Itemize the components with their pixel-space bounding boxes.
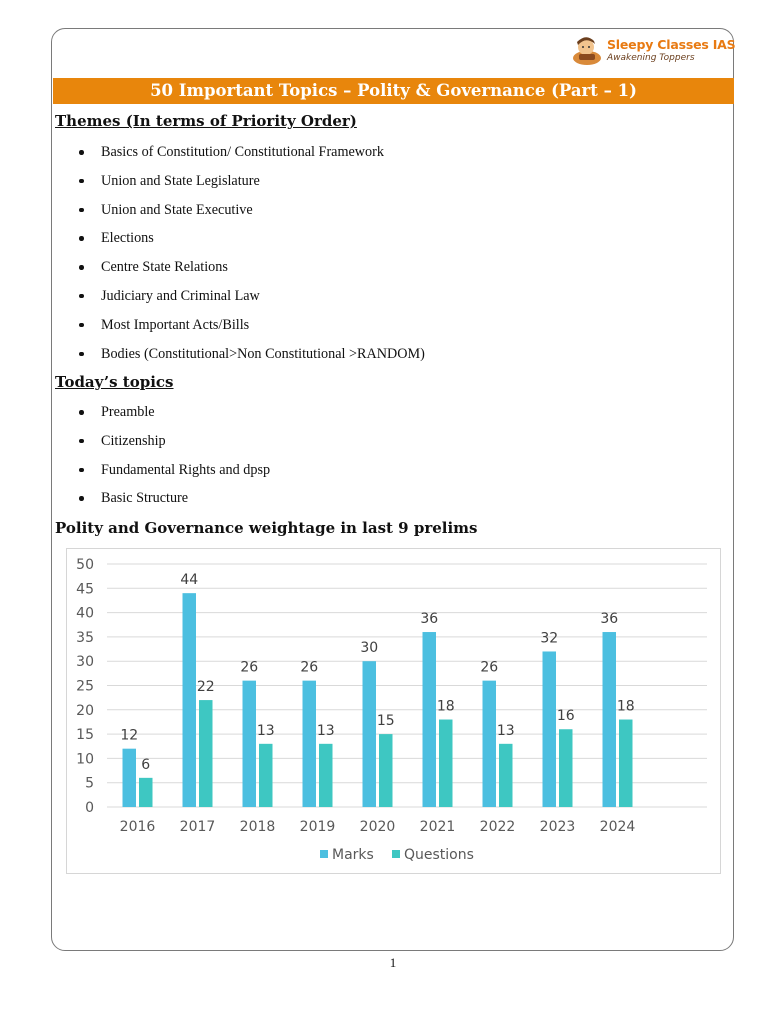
y-tick-label: 5 — [85, 775, 94, 792]
legend-swatch — [320, 850, 328, 858]
bar-questions — [139, 778, 153, 807]
themes-heading: Themes (In terms of Priority Order) — [55, 112, 357, 130]
x-tick-label: 2020 — [359, 819, 396, 835]
data-label: 36 — [600, 611, 619, 628]
x-tick-label: 2023 — [539, 819, 576, 835]
chart-container — [66, 548, 721, 874]
list-item: Basics of Constitution/ Constitutional Framework — [79, 144, 425, 173]
data-label: 26 — [480, 659, 499, 676]
y-tick-label: 0 — [85, 800, 94, 816]
data-label: 13 — [316, 722, 335, 739]
list-item: Union and State Executive — [79, 202, 425, 231]
logo-tagline: Awakening Toppers — [607, 53, 695, 63]
bar-questions — [439, 720, 453, 807]
list-item: Union and State Legislature — [79, 173, 425, 202]
bar-questions — [379, 734, 393, 807]
y-tick-label: 40 — [76, 605, 94, 622]
themes-list — [79, 144, 425, 374]
data-label: 16 — [556, 708, 575, 725]
bar-marks — [363, 661, 377, 807]
list-item: Bodies (Constitutional>Non Constitutional >RANDOM) — [79, 346, 425, 375]
x-tick-label: 2021 — [419, 819, 456, 835]
page-number: 1 — [389, 955, 397, 970]
legend-label: Marks — [332, 847, 374, 863]
legend-swatch — [392, 850, 400, 858]
list-item: Preamble — [79, 404, 270, 433]
x-tick-label: 2017 — [179, 819, 216, 835]
bar-chart — [67, 549, 722, 875]
list-item: Citizenship — [79, 433, 270, 462]
y-tick-label: 10 — [76, 751, 94, 768]
list-item: Centre State Relations — [79, 259, 425, 288]
list-item: Basic Structure — [79, 490, 270, 519]
bar-marks — [243, 681, 257, 807]
y-tick-label: 50 — [76, 557, 94, 573]
x-tick-label: 2024 — [599, 819, 636, 835]
data-label: 26 — [240, 659, 259, 676]
list-item: Judiciary and Criminal Law — [79, 288, 425, 317]
bar-questions — [319, 744, 333, 807]
bar-marks — [603, 632, 617, 807]
document-title: 50 Important Topics – Polity & Governance (Part – 1) — [53, 78, 734, 104]
bar-marks — [423, 632, 437, 807]
x-tick-label: 2016 — [119, 819, 156, 835]
data-label: 6 — [141, 756, 151, 773]
y-tick-label: 45 — [76, 581, 94, 598]
bar-questions — [199, 700, 213, 807]
bar-questions — [559, 729, 573, 807]
y-tick-label: 30 — [76, 654, 94, 671]
bar-marks — [543, 651, 557, 807]
todays-topics-heading: Today’s topics — [55, 373, 174, 391]
x-tick-label: 2022 — [479, 819, 516, 835]
data-label: 13 — [256, 722, 275, 739]
y-tick-label: 20 — [76, 702, 94, 719]
data-label: 30 — [360, 640, 379, 657]
chart-heading: Polity and Governance weightage in last 9 prelims — [55, 519, 478, 537]
list-item: Fundamental Rights and dpsp — [79, 462, 270, 491]
todays-topics-list — [79, 404, 270, 519]
data-label: 18 — [616, 698, 635, 715]
data-label: 26 — [300, 659, 319, 676]
bar-marks — [123, 749, 137, 807]
x-tick-label: 2018 — [239, 819, 276, 835]
y-tick-label: 25 — [76, 678, 94, 695]
bar-marks — [303, 681, 317, 807]
bar-marks — [483, 681, 497, 807]
data-label: 15 — [376, 713, 395, 730]
legend-label: Questions — [404, 847, 474, 863]
list-item: Most Important Acts/Bills — [79, 317, 425, 346]
logo-brand-name: Sleepy Classes IAS — [607, 37, 736, 52]
data-label: 36 — [420, 611, 439, 628]
list-item: Elections — [79, 230, 425, 259]
y-tick-label: 15 — [76, 727, 94, 744]
data-label: 12 — [120, 727, 139, 744]
bar-questions — [619, 720, 633, 807]
data-label: 32 — [540, 630, 559, 647]
bar-marks — [183, 593, 197, 807]
x-tick-label: 2019 — [299, 819, 336, 835]
logo-mascot-icon — [570, 34, 604, 68]
data-label: 22 — [196, 679, 215, 696]
bar-questions — [259, 744, 273, 807]
data-label: 44 — [180, 572, 199, 589]
logo — [570, 34, 736, 70]
data-label: 18 — [436, 698, 455, 715]
data-label: 13 — [496, 722, 515, 739]
bar-questions — [499, 744, 513, 807]
y-tick-label: 35 — [76, 629, 94, 646]
